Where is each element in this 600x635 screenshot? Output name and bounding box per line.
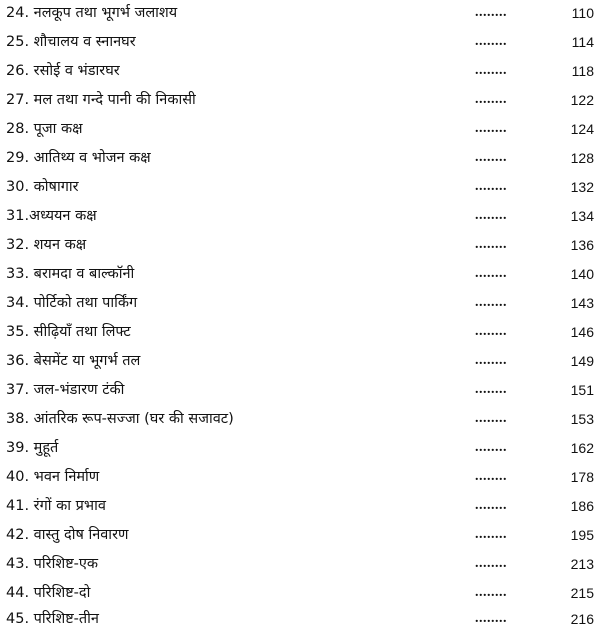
toc-entry-title: 34. पोर्टिको तथा पार्किंग bbox=[6, 295, 138, 311]
toc-entry-title: 37. जल-भंडारण टंकी bbox=[6, 382, 125, 398]
toc-leader-dots: ........ bbox=[475, 611, 507, 626]
toc-leader-dots: ........ bbox=[475, 208, 507, 223]
toc-entry-title: 36. बेसमेंट या भूगर्भ तल bbox=[6, 353, 141, 369]
toc-leader-dots: ........ bbox=[475, 382, 507, 397]
toc-entry-title: 24. नलकूप तथा भूगर्भ जलाशय bbox=[6, 5, 178, 21]
toc-leader-dots: ........ bbox=[475, 295, 507, 310]
toc-page-number: 136 bbox=[570, 237, 594, 253]
toc-entry-title: 31.अध्ययन कक्ष bbox=[6, 208, 97, 224]
toc-entry bbox=[0, 464, 600, 493]
toc-entry bbox=[0, 522, 600, 551]
toc-page-number: 216 bbox=[570, 611, 594, 627]
toc-entry-title: 26. रसोई व भंडारघर bbox=[6, 63, 120, 79]
toc-entry bbox=[0, 580, 600, 609]
toc-entry-title: 33. बरामदा व बाल्कॉनी bbox=[6, 266, 135, 282]
toc-page-number: 122 bbox=[570, 92, 594, 108]
toc-page-number: 186 bbox=[570, 498, 594, 514]
toc-entry-title: 43. परिशिष्ट-एक bbox=[6, 556, 99, 572]
toc-page-number: 124 bbox=[570, 121, 594, 137]
toc-entry bbox=[0, 551, 600, 580]
toc-entry-title: 42. वास्तु दोष निवारण bbox=[6, 527, 129, 543]
toc-entry-title: 27. मल तथा गन्दे पानी की निकासी bbox=[6, 92, 196, 108]
toc-entry bbox=[0, 0, 600, 29]
toc-entry bbox=[0, 606, 600, 635]
toc-leader-dots: ........ bbox=[475, 556, 507, 571]
toc-entry-title: 35. सीढ़ियाँ तथा लिफ्ट bbox=[6, 324, 131, 340]
toc-entry-title: 28. पूजा कक्ष bbox=[6, 121, 83, 137]
toc-leader-dots: ........ bbox=[475, 353, 507, 368]
toc-entry bbox=[0, 290, 600, 319]
toc-entry-title: 29. आतिथ्य व भोजन कक्ष bbox=[6, 150, 151, 166]
toc-page-number: 140 bbox=[570, 266, 594, 282]
toc-leader-dots: ........ bbox=[475, 5, 507, 20]
toc-leader-dots: ........ bbox=[475, 324, 507, 339]
toc-entry bbox=[0, 203, 600, 232]
toc-leader-dots: ........ bbox=[475, 411, 507, 426]
toc-entry-title: 38. आंतरिक रूप-सज्जा (घर की सजावट) bbox=[6, 411, 234, 427]
toc-page-number: 162 bbox=[570, 440, 594, 456]
toc-page-number: 128 bbox=[570, 150, 594, 166]
toc-leader-dots: ........ bbox=[475, 266, 507, 281]
toc-entry bbox=[0, 58, 600, 87]
toc-leader-dots: ........ bbox=[475, 585, 507, 600]
toc-entry-title: 25. शौचालय व स्नानघर bbox=[6, 34, 136, 50]
toc-entry bbox=[0, 87, 600, 116]
toc-page-number: 146 bbox=[570, 324, 594, 340]
toc-leader-dots: ........ bbox=[475, 527, 507, 542]
toc-page-number: 134 bbox=[570, 208, 594, 224]
toc-leader-dots: ........ bbox=[475, 237, 507, 252]
toc-entry bbox=[0, 261, 600, 290]
toc-entry bbox=[0, 232, 600, 261]
toc-entry-title: 45. परिशिष्ट-तीन bbox=[6, 611, 99, 627]
toc-entry bbox=[0, 435, 600, 464]
toc-page-number: 132 bbox=[570, 179, 594, 195]
toc-entry-title: 30. कोषागार bbox=[6, 179, 79, 195]
toc-entry bbox=[0, 406, 600, 435]
toc-page-number: 110 bbox=[571, 5, 594, 21]
toc-entry-title: 32. शयन कक्ष bbox=[6, 237, 87, 253]
toc-page-number: 153 bbox=[570, 411, 594, 427]
toc-entry bbox=[0, 145, 600, 174]
toc-entry bbox=[0, 493, 600, 522]
toc-page-number: 195 bbox=[570, 527, 594, 543]
toc-leader-dots: ........ bbox=[475, 92, 507, 107]
toc-leader-dots: ........ bbox=[475, 63, 507, 78]
toc-entry bbox=[0, 116, 600, 145]
toc-page-number: 143 bbox=[570, 295, 594, 311]
toc-page-number: 213 bbox=[570, 556, 594, 572]
toc-entry bbox=[0, 174, 600, 203]
toc-leader-dots: ........ bbox=[475, 121, 507, 136]
toc-page-number: 215 bbox=[570, 585, 594, 601]
toc-page-number: 151 bbox=[570, 382, 594, 398]
toc-page-number: 114 bbox=[571, 34, 594, 50]
toc-entry-title: 44. परिशिष्ट-दो bbox=[6, 585, 91, 601]
toc-leader-dots: ........ bbox=[475, 179, 507, 194]
toc-page-number: 178 bbox=[570, 469, 594, 485]
toc-entry-title: 40. भवन निर्माण bbox=[6, 469, 100, 485]
toc-entry-title: 39. मुहूर्त bbox=[6, 440, 59, 456]
toc-leader-dots: ........ bbox=[475, 469, 507, 484]
toc-page-number: 118 bbox=[571, 63, 594, 79]
toc-page-number: 149 bbox=[570, 353, 594, 369]
toc-leader-dots: ........ bbox=[475, 150, 507, 165]
toc-leader-dots: ........ bbox=[475, 498, 507, 513]
toc-entry bbox=[0, 377, 600, 406]
toc-entry bbox=[0, 29, 600, 58]
toc-entry-title: 41. रंगों का प्रभाव bbox=[6, 498, 106, 514]
toc-entry bbox=[0, 348, 600, 377]
toc-leader-dots: ........ bbox=[475, 440, 507, 455]
toc-entry bbox=[0, 319, 600, 348]
toc-leader-dots: ........ bbox=[475, 34, 507, 49]
